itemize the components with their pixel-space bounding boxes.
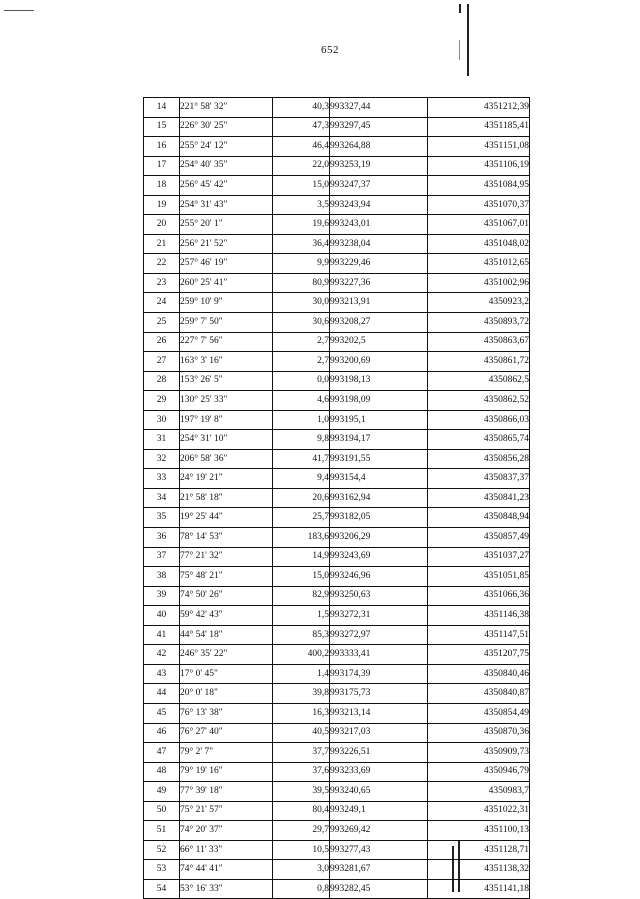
coordinate-y-cell: 4351037,27 (428, 547, 530, 567)
segment-length-cell: 0,8 (273, 879, 330, 899)
bearing-angle-cell: 79° 19' 16" (180, 762, 273, 782)
table-row (144, 703, 530, 723)
table-row (144, 821, 530, 841)
segment-length-cell: 37,7 (273, 743, 330, 763)
segment-length-cell: 39,8 (273, 684, 330, 704)
point-number-cell: 23 (144, 273, 180, 293)
bearing-angle-cell: 259° 7' 50" (180, 313, 273, 333)
coordinate-y-cell: 4351106,19 (428, 156, 530, 176)
coordinate-y-cell: 4350870,36 (428, 723, 530, 743)
coordinate-y-cell: 4351048,02 (428, 234, 530, 254)
segment-length-cell: 85,3 (273, 625, 330, 645)
table-row (144, 664, 530, 684)
coordinate-y-cell: 4350861,72 (428, 352, 530, 372)
coordinate-y-cell: 4351002,96 (428, 273, 530, 293)
point-number-cell: 17 (144, 156, 180, 176)
coordinate-y-cell: 4350857,49 (428, 528, 530, 548)
bearing-angle-cell: 256° 21' 52" (180, 234, 273, 254)
bearing-angle-cell: 78° 14' 53" (180, 528, 273, 548)
bearing-angle-cell: 255° 24' 12" (180, 137, 273, 157)
coordinate-x-cell: 993217,03 (330, 723, 428, 743)
table-row (144, 332, 530, 352)
bearing-angle-cell: 163° 3' 16" (180, 352, 273, 372)
table-row (144, 195, 530, 215)
segment-length-cell: 30,6 (273, 313, 330, 333)
bearing-angle-cell: 255° 20' 1" (180, 215, 273, 235)
coordinate-x-cell: 993191,55 (330, 449, 428, 469)
coordinate-x-cell: 993333,41 (330, 645, 428, 665)
table-row (144, 645, 530, 665)
table-row (144, 215, 530, 235)
segment-length-cell: 9,9 (273, 254, 330, 274)
coordinate-y-cell: 4350854,49 (428, 703, 530, 723)
point-number-cell: 46 (144, 723, 180, 743)
coordinate-x-cell: 993247,37 (330, 176, 428, 196)
bearing-angle-cell: 75° 21' 57" (180, 801, 273, 821)
point-number-cell: 27 (144, 352, 180, 372)
point-number-cell: 22 (144, 254, 180, 274)
point-number-cell: 31 (144, 430, 180, 450)
coordinate-x-cell: 993243,69 (330, 547, 428, 567)
segment-length-cell: 30,0 (273, 293, 330, 313)
coordinate-y-cell: 4351141,18 (428, 879, 530, 899)
coordinate-x-cell: 993198,09 (330, 391, 428, 411)
coordinate-y-cell: 4351012,65 (428, 254, 530, 274)
table-row (144, 860, 530, 880)
bearing-angle-cell: 17° 0' 45" (180, 664, 273, 684)
coordinate-y-cell: 4350865,74 (428, 430, 530, 450)
point-number-cell: 45 (144, 703, 180, 723)
bearing-angle-cell: 59° 42' 43" (180, 606, 273, 626)
segment-length-cell: 183,6 (273, 528, 330, 548)
point-number-cell: 14 (144, 98, 180, 118)
segment-length-cell: 0,0 (273, 371, 330, 391)
point-number-cell: 19 (144, 195, 180, 215)
point-number-cell: 36 (144, 528, 180, 548)
bearing-angle-cell: 77° 21' 32" (180, 547, 273, 567)
segment-length-cell: 22,0 (273, 156, 330, 176)
segment-length-cell: 4,6 (273, 391, 330, 411)
table-row (144, 840, 530, 860)
table-row (144, 684, 530, 704)
coordinate-y-cell: 4351070,37 (428, 195, 530, 215)
segment-length-cell: 36,4 (273, 234, 330, 254)
table-row (144, 801, 530, 821)
coordinate-x-cell: 993195,1 (330, 410, 428, 430)
bearing-angle-cell: 254° 31' 10" (180, 430, 273, 450)
segment-length-cell: 2,7 (273, 352, 330, 372)
bearing-angle-cell: 257° 46' 19" (180, 254, 273, 274)
point-number-cell: 33 (144, 469, 180, 489)
segment-length-cell: 39,5 (273, 782, 330, 802)
coordinate-y-cell: 4350840,46 (428, 664, 530, 684)
table-row (144, 234, 530, 254)
coordinate-y-cell: 4350923,2 (428, 293, 530, 313)
table-row (144, 782, 530, 802)
scan-artifact-top-right-dot (459, 4, 461, 13)
bearing-angle-cell: 66° 11' 33" (180, 840, 273, 860)
coordinate-y-cell: 4351067,01 (428, 215, 530, 235)
coordinate-y-cell: 4351151,08 (428, 137, 530, 157)
bearing-angle-cell: 19° 25' 44" (180, 508, 273, 528)
segment-length-cell: 41,7 (273, 449, 330, 469)
table-row (144, 567, 530, 587)
coordinate-x-cell: 993249,1 (330, 801, 428, 821)
coordinate-x-cell: 993194,17 (330, 430, 428, 450)
bearing-angle-cell: 246° 35' 22" (180, 645, 273, 665)
table-row (144, 488, 530, 508)
coordinate-x-cell: 993282,45 (330, 879, 428, 899)
coordinate-y-cell: 4350909,73 (428, 743, 530, 763)
segment-length-cell: 1,0 (273, 410, 330, 430)
table-row (144, 391, 530, 411)
coordinate-x-cell: 993213,14 (330, 703, 428, 723)
bearing-angle-cell: 74° 50' 26" (180, 586, 273, 606)
table-row (144, 273, 530, 293)
segment-length-cell: 16,3 (273, 703, 330, 723)
bearing-angle-cell: 21° 58' 18" (180, 488, 273, 508)
coordinate-x-cell: 993233,69 (330, 762, 428, 782)
segment-length-cell: 25,7 (273, 508, 330, 528)
coordinate-y-cell: 4350863,67 (428, 332, 530, 352)
segment-length-cell: 15,0 (273, 567, 330, 587)
coordinate-x-cell: 993243,94 (330, 195, 428, 215)
point-number-cell: 41 (144, 625, 180, 645)
bearing-angle-cell: 79° 2' 7" (180, 743, 273, 763)
coordinate-x-cell: 993198,13 (330, 371, 428, 391)
point-number-cell: 39 (144, 586, 180, 606)
coordinate-y-cell: 4351207,75 (428, 645, 530, 665)
point-number-cell: 15 (144, 117, 180, 137)
bearing-angle-cell: 75° 48' 21" (180, 567, 273, 587)
coordinate-y-cell: 4350837,37 (428, 469, 530, 489)
segment-length-cell: 40,5 (273, 723, 330, 743)
point-number-cell: 34 (144, 488, 180, 508)
point-number-cell: 44 (144, 684, 180, 704)
coordinate-x-cell: 993281,67 (330, 860, 428, 880)
point-number-cell: 25 (144, 313, 180, 333)
coordinate-y-cell: 4351128,71 (428, 840, 530, 860)
bearing-angle-cell: 254° 31' 43" (180, 195, 273, 215)
point-number-cell: 52 (144, 840, 180, 860)
coordinate-x-cell: 993246,96 (330, 567, 428, 587)
bearing-angle-cell: 77° 39' 18" (180, 782, 273, 802)
point-number-cell: 35 (144, 508, 180, 528)
table-row (144, 137, 530, 157)
table-row (144, 723, 530, 743)
table-row (144, 293, 530, 313)
bearing-angle-cell: 259° 10' 9" (180, 293, 273, 313)
table-row (144, 352, 530, 372)
coordinate-y-cell: 4350848,94 (428, 508, 530, 528)
point-number-cell: 24 (144, 293, 180, 313)
segment-length-cell: 40,3 (273, 98, 330, 118)
table-row (144, 586, 530, 606)
bearing-angle-cell: 130° 25' 33" (180, 391, 273, 411)
coordinate-x-cell: 993213,91 (330, 293, 428, 313)
point-number-cell: 30 (144, 410, 180, 430)
coordinate-x-cell: 993162,94 (330, 488, 428, 508)
table-row (144, 410, 530, 430)
coordinate-y-cell: 4350983,7 (428, 782, 530, 802)
scan-artifact-top-right-tick (459, 40, 460, 60)
point-number-cell: 53 (144, 860, 180, 880)
coordinate-y-cell: 4351051,85 (428, 567, 530, 587)
survey-coordinates-table (143, 97, 530, 899)
coordinate-x-cell: 993227,36 (330, 273, 428, 293)
point-number-cell: 40 (144, 606, 180, 626)
table-row (144, 313, 530, 333)
coordinate-y-cell: 4350866,03 (428, 410, 530, 430)
coordinate-x-cell: 993269,42 (330, 821, 428, 841)
table-row (144, 430, 530, 450)
page-number: 652 (321, 44, 339, 56)
table-row (144, 528, 530, 548)
table-row (144, 156, 530, 176)
bearing-angle-cell: 76° 27' 40" (180, 723, 273, 743)
table-row (144, 254, 530, 274)
bearing-angle-cell: 24° 19' 21" (180, 469, 273, 489)
point-number-cell: 38 (144, 567, 180, 587)
table-row (144, 547, 530, 567)
coordinate-y-cell: 4351066,36 (428, 586, 530, 606)
table-row (144, 371, 530, 391)
coordinate-y-cell: 4351185,41 (428, 117, 530, 137)
coordinate-x-cell: 993327,44 (330, 98, 428, 118)
coordinate-y-cell: 4350841,23 (428, 488, 530, 508)
coordinate-x-cell: 993229,46 (330, 254, 428, 274)
table-row (144, 625, 530, 645)
segment-length-cell: 10,5 (273, 840, 330, 860)
coordinate-x-cell: 993226,51 (330, 743, 428, 763)
table-row (144, 176, 530, 196)
bearing-angle-cell: 227° 7' 56" (180, 332, 273, 352)
segment-length-cell: 47,3 (273, 117, 330, 137)
coordinate-y-cell: 4351100,13 (428, 821, 530, 841)
coordinate-y-cell: 4350856,28 (428, 449, 530, 469)
segment-length-cell: 3,0 (273, 860, 330, 880)
bearing-angle-cell: 197° 19' 8" (180, 410, 273, 430)
coordinate-x-cell: 993240,65 (330, 782, 428, 802)
segment-length-cell: 1,4 (273, 664, 330, 684)
segment-length-cell: 15,0 (273, 176, 330, 196)
table-row (144, 469, 530, 489)
bearing-angle-cell: 256° 45' 42" (180, 176, 273, 196)
segment-length-cell: 46,4 (273, 137, 330, 157)
segment-length-cell: 400,2 (273, 645, 330, 665)
point-number-cell: 43 (144, 664, 180, 684)
coordinate-y-cell: 4350946,79 (428, 762, 530, 782)
segment-length-cell: 1,5 (273, 606, 330, 626)
coordinate-x-cell: 993297,45 (330, 117, 428, 137)
segment-length-cell: 2,7 (273, 332, 330, 352)
table-row (144, 117, 530, 137)
bearing-angle-cell: 260° 25' 41" (180, 273, 273, 293)
point-number-cell: 20 (144, 215, 180, 235)
coordinate-y-cell: 4351022,31 (428, 801, 530, 821)
table-row (144, 879, 530, 899)
coordinate-x-cell: 993250,63 (330, 586, 428, 606)
coordinate-x-cell: 993175,73 (330, 684, 428, 704)
segment-length-cell: 80,4 (273, 801, 330, 821)
coordinate-x-cell: 993202,5 (330, 332, 428, 352)
table-row (144, 508, 530, 528)
table-row (144, 743, 530, 763)
coordinate-y-cell: 4351138,32 (428, 860, 530, 880)
bearing-angle-cell: 206° 58' 36" (180, 449, 273, 469)
bearing-angle-cell: 226° 30' 25" (180, 117, 273, 137)
bearing-angle-cell: 44° 54' 18" (180, 625, 273, 645)
segment-length-cell: 9,4 (273, 469, 330, 489)
coordinate-x-cell: 993182,05 (330, 508, 428, 528)
coordinate-y-cell: 4351212,39 (428, 98, 530, 118)
segment-length-cell: 37,6 (273, 762, 330, 782)
coordinate-x-cell: 993253,19 (330, 156, 428, 176)
point-number-cell: 51 (144, 821, 180, 841)
bearing-angle-cell: 153° 26' 5" (180, 371, 273, 391)
table-row (144, 762, 530, 782)
scan-artifact-top-right-line (467, 4, 469, 76)
point-number-cell: 49 (144, 782, 180, 802)
point-number-cell: 26 (144, 332, 180, 352)
coordinate-x-cell: 993272,31 (330, 606, 428, 626)
point-number-cell: 50 (144, 801, 180, 821)
point-number-cell: 32 (144, 449, 180, 469)
point-number-cell: 29 (144, 391, 180, 411)
coordinate-x-cell: 993208,27 (330, 313, 428, 333)
coordinate-x-cell: 993243,01 (330, 215, 428, 235)
point-number-cell: 18 (144, 176, 180, 196)
coordinate-y-cell: 4351147,51 (428, 625, 530, 645)
coordinate-x-cell: 993277,43 (330, 840, 428, 860)
point-number-cell: 28 (144, 371, 180, 391)
table-row (144, 98, 530, 118)
coordinate-x-cell: 993200,69 (330, 352, 428, 372)
bearing-angle-cell: 76° 13' 38" (180, 703, 273, 723)
segment-length-cell: 14,9 (273, 547, 330, 567)
coordinate-x-cell: 993206,29 (330, 528, 428, 548)
point-number-cell: 16 (144, 137, 180, 157)
scan-artifact-top-left (4, 10, 34, 11)
point-number-cell: 21 (144, 234, 180, 254)
coordinate-x-cell: 993272,97 (330, 625, 428, 645)
bearing-angle-cell: 53° 16' 33" (180, 879, 273, 899)
bearing-angle-cell: 74° 44' 41" (180, 860, 273, 880)
segment-length-cell: 29,7 (273, 821, 330, 841)
coordinate-y-cell: 4351146,38 (428, 606, 530, 626)
segment-length-cell: 80,9 (273, 273, 330, 293)
bearing-angle-cell: 20° 0' 18" (180, 684, 273, 704)
segment-length-cell: 3,5 (273, 195, 330, 215)
point-number-cell: 47 (144, 743, 180, 763)
coordinate-y-cell: 4350840,87 (428, 684, 530, 704)
table-row (144, 449, 530, 469)
segment-length-cell: 19,6 (273, 215, 330, 235)
point-number-cell: 37 (144, 547, 180, 567)
bearing-angle-cell: 254° 40' 35" (180, 156, 273, 176)
table-row (144, 606, 530, 626)
coordinate-y-cell: 4350893,72 (428, 313, 530, 333)
bearing-angle-cell: 221° 58' 32" (180, 98, 273, 118)
coordinate-x-cell: 993154,4 (330, 469, 428, 489)
point-number-cell: 54 (144, 879, 180, 899)
segment-length-cell: 20,6 (273, 488, 330, 508)
bearing-angle-cell: 74° 20' 37" (180, 821, 273, 841)
segment-length-cell: 9,8 (273, 430, 330, 450)
coordinate-y-cell: 4351084,95 (428, 176, 530, 196)
coordinate-x-cell: 993238,04 (330, 234, 428, 254)
survey-table-body (144, 98, 530, 899)
point-number-cell: 42 (144, 645, 180, 665)
coordinate-y-cell: 4350862,5 (428, 371, 530, 391)
point-number-cell: 48 (144, 762, 180, 782)
coordinate-x-cell: 993174,39 (330, 664, 428, 684)
segment-length-cell: 82,9 (273, 586, 330, 606)
coordinate-y-cell: 4350862,52 (428, 391, 530, 411)
coordinate-x-cell: 993264,88 (330, 137, 428, 157)
